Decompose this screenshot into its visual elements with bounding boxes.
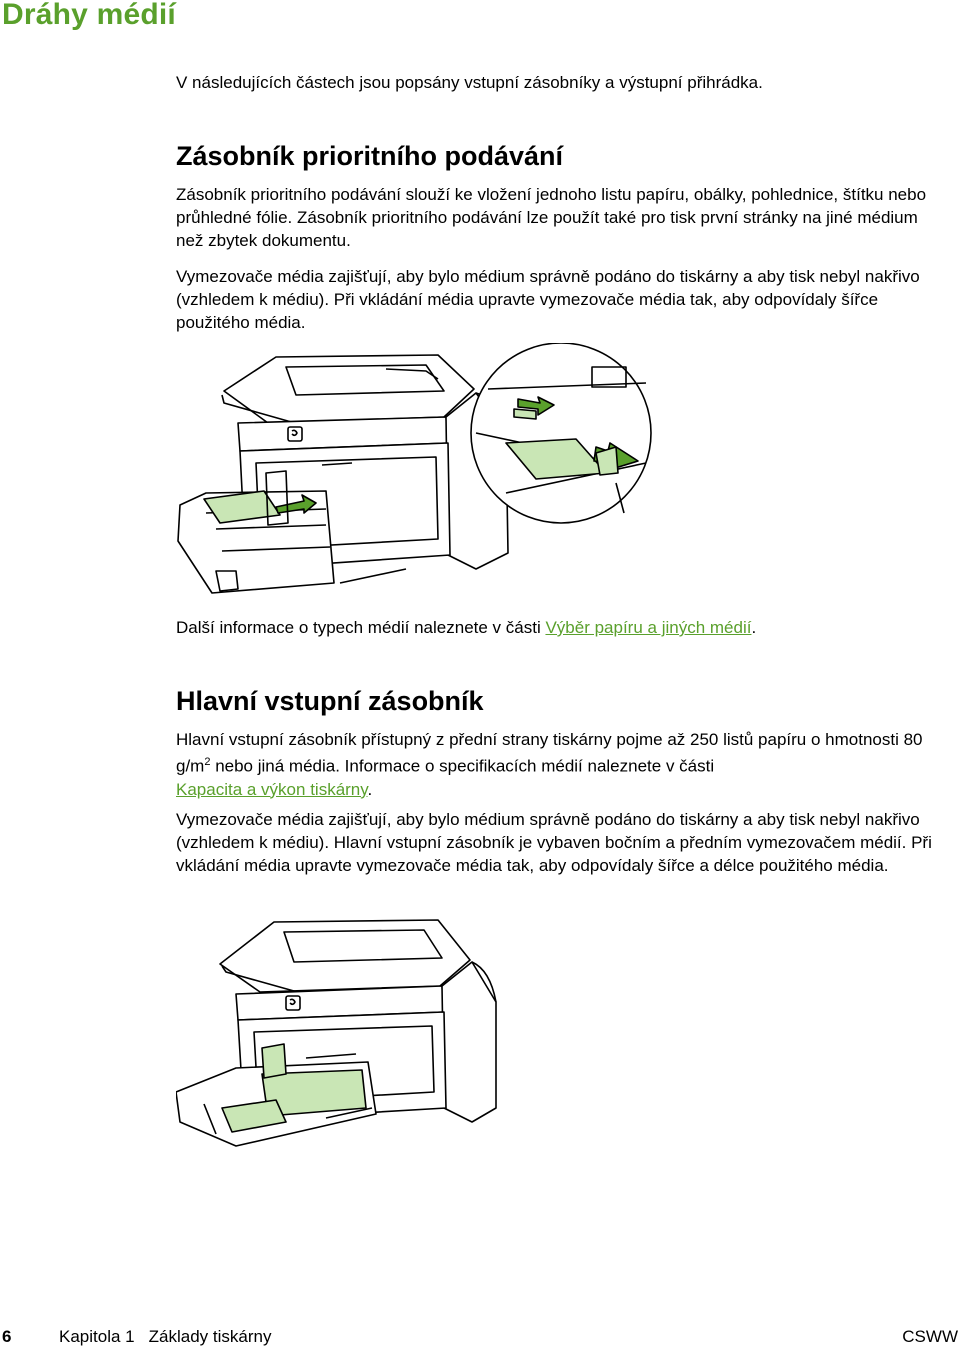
main-tray-paragraph-2: Vymezovače média zajišťují, aby bylo médium správně podáno do tiskárny a aby tisk nebyl nakřivo (vzhledem k médiu). Hlavní vstupní zásobník je vybaven bočním a předním vymezovačem médií. Při vkládání média upravte vymezovače média tak, aby odpovídaly šířce a délce použitého média. [176,810,932,875]
chapter-info [59,1327,285,1347]
priority-tray-more-info [176,616,946,639]
main-tray-text-end: . [367,779,373,799]
page-number: 6 [2,1327,12,1346]
superscript-2: 2 [204,756,211,768]
priority-tray-heading: Zásobník prioritního podávání [176,141,564,171]
main-tray-text-a: Hlavní vstupní zásobník přístupný z přední strany tiskárny pojme až 250 listů papíru o hmotnosti 80 g/m [176,730,923,776]
priority-tray-paragraph-2: Vymezovače média zajišťují, aby bylo médium správně podáno do tiskárny a aby tisk nebyl nakřivo (vzhledem k médiu). Při vkládání média upravte vymezovače média tak, aby odpovídaly šířce použitého média. [176,267,920,332]
main-tray-paragraph-1 [176,728,946,801]
page-title: Dráhy médií [2,0,176,31]
more-info-end: . [751,618,757,637]
page-footer [0,1327,960,1353]
printer-main-tray-illustration [176,908,498,1148]
main-tray-heading: Hlavní vstupní zásobník [176,686,484,716]
printer-priority-tray-illustration [176,343,654,601]
more-info-text: Další informace o typech médií naleznete v části [176,618,546,637]
priority-tray-paragraph-1: Zásobník prioritního podávání slouží ke vložení jednoho listu papíru, obálky, pohlednice, štítku nebo průhledné fólie. Zásobník prioritního podávání lze použít také pro tisk první stránky na jiné médium než zbytek dokumentu. [176,185,927,250]
locale-code: CSWW [902,1327,958,1346]
chapter-title: Základy tiskárny [148,1327,272,1346]
main-tray-text-b: nebo jiná média. Informace o specifikacích médií naleznete v části [210,756,715,776]
printer-capacity-link[interactable]: Kapacita a výkon tiskárny [176,779,368,799]
paper-selection-link[interactable]: Výběr papíru a jiných médií [545,618,752,637]
intro-paragraph: V následujících částech jsou popsány vstupní zásobníky a výstupní přihrádka. [176,73,763,92]
chapter-label: Kapitola 1 [59,1327,135,1346]
